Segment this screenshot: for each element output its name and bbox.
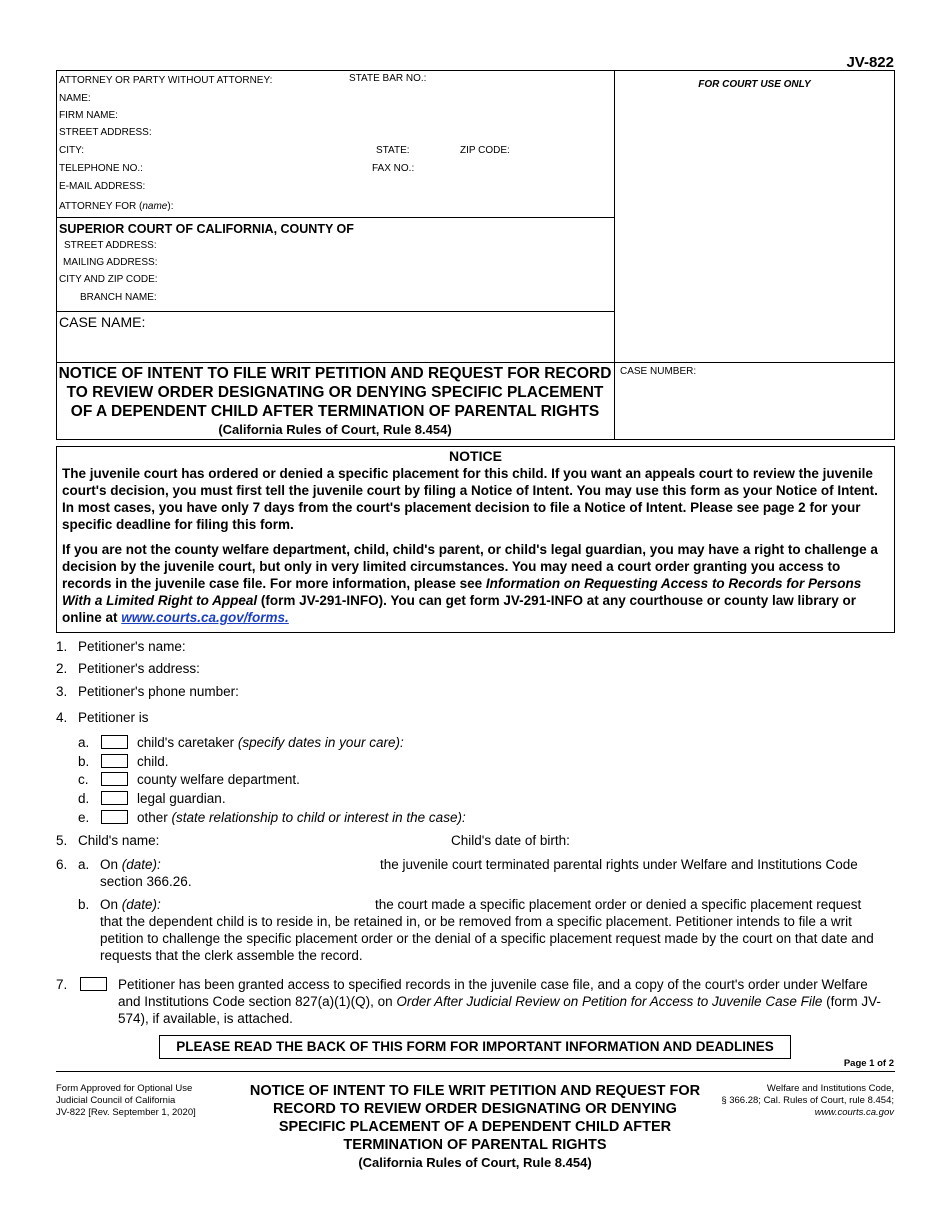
child-name-label: Child's name:: [78, 833, 160, 848]
footer-left: Form Approved for Optional Use Judicial Council of California JV-822 [Rev. September 1, 2020]: [56, 1083, 196, 1118]
item-6a-letter: a.: [78, 857, 90, 872]
item-6-num: 6.: [56, 857, 68, 872]
item-2-num: 2.: [56, 661, 68, 676]
item-3-num: 3.: [56, 684, 68, 699]
petitioner-address-label: Petitioner's address:: [78, 661, 200, 676]
item-6a-text-cont: section 366.26.: [100, 874, 192, 889]
zip-label: ZIP CODE:: [460, 145, 510, 156]
state-bar-label: STATE BAR NO.:: [349, 73, 427, 84]
caretaker-label: child's caretaker (specify dates in your care):: [137, 735, 404, 750]
attorney-label: ATTORNEY OR PARTY WITHOUT ATTORNEY:: [59, 75, 273, 86]
court-title: SUPERIOR COURT OF CALIFORNIA, COUNTY OF: [59, 222, 354, 236]
item-4a-letter: a.: [78, 735, 90, 750]
item-4b-letter: b.: [78, 754, 90, 769]
petitioner-name-label: Petitioner's name:: [78, 639, 186, 654]
records-access-checkbox[interactable]: [80, 977, 107, 991]
legal-guardian-checkbox[interactable]: [101, 791, 128, 805]
footer-title: NOTICE OF INTENT TO FILE WRIT PETITION AND REQUEST FOR RECORD TO REVIEW ORDER DESIGNATING OR DENYING SPECIFIC PLACEMENT OF A DEPENDENT CHILD AFTER TERMINATION OF PARENTAL RIGHTS (California Rules of Court, Rule 8.454): [249, 1083, 701, 1170]
legal-guardian-label: legal guardian.: [137, 791, 226, 806]
county-welfare-checkbox[interactable]: [101, 772, 128, 786]
item-4-num: 4.: [56, 710, 68, 725]
item-4d-letter: d.: [78, 791, 90, 806]
case-name-label: CASE NAME:: [59, 314, 146, 330]
court-branch-label: BRANCH NAME:: [80, 292, 157, 303]
caretaker-checkbox[interactable]: [101, 735, 128, 749]
petitioner-is-label: Petitioner is: [78, 710, 149, 725]
courts-forms-link[interactable]: www.courts.ca.gov/forms.: [121, 610, 289, 625]
child-label: child.: [137, 754, 169, 769]
read-back-notice: PLEASE READ THE BACK OF THIS FORM FOR IMPORTANT INFORMATION AND DEADLINES: [159, 1035, 791, 1059]
other-checkbox[interactable]: [101, 810, 128, 824]
attorney-for-label: ATTORNEY FOR (name):: [59, 201, 174, 212]
phone-label: TELEPHONE NO.:: [59, 163, 143, 174]
street-label: STREET ADDRESS:: [59, 127, 152, 138]
city-label: CITY:: [59, 145, 85, 156]
other-label: other (state relationship to child or interest in the case):: [137, 810, 466, 825]
child-dob-label: Child's date of birth:: [451, 833, 570, 848]
case-number-label: CASE NUMBER:: [620, 366, 697, 377]
petitioner-phone-label: Petitioner's phone number:: [78, 684, 239, 699]
state-label: STATE:: [376, 145, 410, 156]
item-6b-text-cont: that the dependent child is to reside in, be retained in, or be removed from a specific placement. Petitioner intends to file a writ petition to challenge the specific placement order or the denial of a specific placement request made by the court on that date and requests that the clerk assemble the record.: [100, 914, 874, 963]
item-4e-letter: e.: [78, 810, 90, 825]
email-label: E-MAIL ADDRESS:: [59, 181, 146, 192]
name-label: NAME:: [59, 93, 91, 104]
item-7-num: 7.: [56, 977, 68, 992]
notice-heading: NOTICE: [449, 448, 502, 464]
child-checkbox[interactable]: [101, 754, 128, 768]
item-5-num: 5.: [56, 833, 68, 848]
fax-label: FAX NO.:: [372, 163, 415, 174]
court-mailing-label: MAILING ADDRESS:: [63, 257, 158, 268]
court-street-label: STREET ADDRESS:: [64, 240, 157, 251]
form-title: NOTICE OF INTENT TO FILE WRIT PETITION AND REQUEST FOR RECORD TO REVIEW ORDER DESIGNATING OR DENYING SPECIFIC PLACEMENT OF A DEPENDENT CHILD AFTER TERMINATION OF PARENTAL RIGHTS (California Rules of Court, Rule 8.454): [58, 365, 612, 437]
firm-label: FIRM NAME:: [59, 110, 118, 121]
court-use-label: FOR COURT USE ONLY: [698, 79, 811, 90]
footer-right: Welfare and Institutions Code, § 366.28; Cal. Rules of Court, rule 8.454; www.courts.ca.gov: [721, 1083, 894, 1118]
item-4c-letter: c.: [78, 772, 89, 787]
page-number: Page 1 of 2: [843, 1058, 894, 1069]
item-7-text: Petitioner has been granted access to specified records in the juvenile case file, and a copy of the court's order under Welfare and Institutions Code section 827(a)(1)(Q), on Order After Judicial Review on Petition for Access to Juvenile Case File (form JV-574), if available, is attached.: [118, 977, 881, 1026]
form-number: JV-822: [846, 54, 894, 71]
item-1-num: 1.: [56, 639, 68, 654]
notice-para-1: The juvenile court has ordered or denied a specific placement for this child. If you want an appeals court to review the juvenile court's decision, you must first tell the juvenile court by filing a Notice of Intent. You may use this form as your Notice of Intent. In most cases, you have only 7 days from the court's placement decision to file a Notice of Intent. Please see page 2 for your specific deadline for filing this form.: [62, 466, 878, 532]
court-city-zip-label: CITY AND ZIP CODE:: [59, 274, 158, 285]
item-6b-date-label: On (date):: [100, 897, 161, 912]
item-6a-text: the juvenile court terminated parental rights under Welfare and Institutions Code: [380, 857, 858, 872]
item-6a-date-label: On (date):: [100, 857, 161, 872]
item-6b-text: the court made a specific placement order or denied a specific placement request: [375, 897, 862, 912]
notice-para-2: If you are not the county welfare department, child, child's parent, or child's legal guardian, you may have a right to challenge a decision by the juvenile court, but only in very limited circumstances. You may need a court order granting you access to records in the juvenile case file. For more information, please see Information on Requesting Access to Records for Persons With a Limited Right to Appeal (form JV-291-INFO). You can get form JV-291-INFO at any courthouse or county law library or online at www.courts.ca.gov/forms.: [62, 542, 878, 625]
item-6b-letter: b.: [78, 897, 90, 912]
county-welfare-label: county welfare department.: [137, 772, 300, 787]
